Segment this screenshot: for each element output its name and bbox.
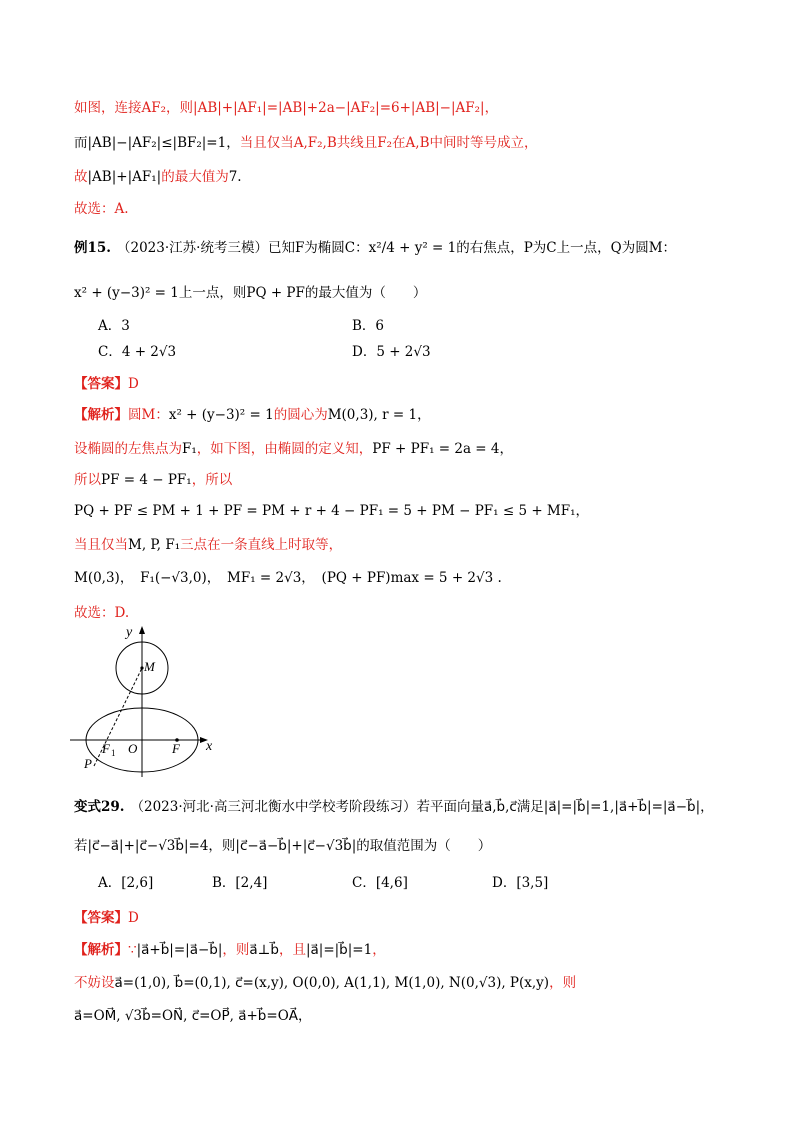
example-15-stem-line-2: x² + (y−3)² = 1上一点，则PQ + PF的最大值为（ ） <box>74 285 427 301</box>
answer-value: D <box>128 910 139 926</box>
variant-analysis-line-2 <box>74 973 576 993</box>
answer-label: 【答案】 <box>74 376 128 392</box>
label-f1-subscript: 1 <box>111 748 116 758</box>
analysis-line-1 <box>74 405 431 425</box>
option-b: B．6 <box>352 318 385 334</box>
analysis-inequality-chain: PQ + PF ≤ PM + 1 + PF = PM + r + 4 − PF₁ = 5 + PM − PF₁ ≤ 5 + MF₁， <box>74 503 590 519</box>
vector-condition: |a⃗+b⃗|=|a⃗−b⃗| <box>136 942 223 958</box>
option-c: C．[4,6] <box>352 875 408 891</box>
analysis-text: 设椭圆的左焦点为 <box>74 441 182 457</box>
analysis-text: ∵ <box>128 942 137 958</box>
label-f: F <box>172 741 180 756</box>
inequality-text: 而|AB|−|AF₂|≤|BF₂|=1， <box>74 135 240 151</box>
example-stem-text: （2023·江苏·统考三模）已知F为椭圆C：x²/4 + y² = 1的右焦点，P为C上一点，Q为圆M： <box>117 240 677 256</box>
answer-choice: 故选：D. <box>74 605 130 621</box>
answer-value: D <box>128 376 139 392</box>
answer-line <box>74 374 139 394</box>
option-a: A．[2,6] <box>98 875 154 891</box>
variant-stem-text: （2023·河北·高三河北衡水中学校考阶段练习）若平面向量a⃗,b⃗,c⃗满足|a⃗|=|b⃗|=1,|a⃗+b⃗|=|a⃗−b⃗|， <box>130 799 714 815</box>
coordinate-setup: a⃗=(1,0), b⃗=(0,1), c⃗=(x,y), O(0,0), A(1,1), M(1,0), N(0,√3), P(x,y) <box>114 975 550 991</box>
analysis-text: ，所以 <box>191 472 233 488</box>
y-axis-arrow <box>139 626 145 634</box>
pf-expression: PF = 4 − PF₁ <box>101 472 192 488</box>
option-c: C．4 + 2√3 <box>98 344 177 360</box>
option-d: D．[3,5] <box>492 875 549 891</box>
analysis-text: ，如下图，由椭圆的定义知， <box>196 441 373 457</box>
equality-condition-text: 当且仅当A,F₂,B共线且F₂在A,B中间时等号成立， <box>239 135 538 151</box>
example-label: 例15. <box>74 240 111 256</box>
conclusion-prefix: 故 <box>74 169 88 185</box>
variant-29-stem-line-2: 若|c⃗−a⃗|+|c⃗−√3b⃗|=4，则|c⃗−a⃗−b⃗|+|c⃗−√3b⃗|的取值范围为（ ） <box>74 838 492 854</box>
x-axis-label: x <box>206 739 213 754</box>
option-b: B．[2,4] <box>212 875 268 891</box>
analysis-text: 所以 <box>74 472 101 488</box>
analysis-text: 三点在一条直线上时取等， <box>180 537 343 553</box>
y-axis-label: y <box>126 625 133 640</box>
analysis-text: 的圆心为 <box>273 407 328 423</box>
label-p: P <box>84 756 92 771</box>
example-15-stem-line-1 <box>74 238 676 258</box>
ellipse-definition: PF + PF₁ = 2a = 4， <box>372 441 514 457</box>
circle-center: M(0,3), r = 1， <box>327 407 431 423</box>
analysis-text: ，则 <box>549 975 577 991</box>
collinear-points: M, P, F₁ <box>128 537 181 553</box>
prev-solution-line-2 <box>74 133 538 153</box>
analysis-line-5 <box>74 535 342 555</box>
label-f1: F <box>102 741 110 756</box>
option-d: D．5 + 2√3 <box>352 344 431 360</box>
label-m: M <box>144 659 155 674</box>
variant-29-stem-line-1 <box>74 797 714 817</box>
analysis-line-3 <box>74 470 232 490</box>
answer-line <box>74 908 139 928</box>
circle-equation: x² + (y−3)² = 1 <box>168 407 274 423</box>
analysis-text: 圆M： <box>128 407 169 423</box>
ellipse-circle-figure <box>70 622 230 782</box>
variant-analysis-line-3: a⃗=OM⃗, √3b⃗=ON⃗, c⃗=OP⃗, a⃗+b⃗=OA⃗， <box>74 1008 312 1024</box>
focus-symbol: F₁ <box>182 441 197 457</box>
variant-label: 变式29. <box>74 799 125 815</box>
analysis-text: ，则 <box>222 942 250 958</box>
analysis-text: 当且仅当 <box>74 537 128 553</box>
prev-solution-line-3 <box>74 167 242 187</box>
analysis-line-2 <box>74 439 513 459</box>
perpendicular-relation: a⃗⊥b⃗ <box>249 942 279 958</box>
prev-solution-line-1: 如图，连接AF₂，则|AB|+|AF₁|=|AB|+2a−|AF₂|=6+|AB|−|AF₂|， <box>74 100 499 116</box>
analysis-text: ，且 <box>278 942 306 958</box>
prev-answer-choice: 故选：A. <box>74 201 129 217</box>
unit-vectors: |a⃗|=|b⃗|=1 <box>305 942 373 958</box>
conclusion-value: 7. <box>228 169 242 185</box>
conclusion-middle: 的最大值为 <box>161 169 229 185</box>
analysis-text: 不妨设 <box>74 975 115 991</box>
answer-label: 【答案】 <box>74 910 128 926</box>
analysis-text: ， <box>372 942 386 958</box>
analysis-label: 【解析】 <box>74 942 128 958</box>
option-a: A．3 <box>98 318 130 334</box>
analysis-label: 【解析】 <box>74 407 128 423</box>
variant-analysis-line-1 <box>74 940 386 960</box>
label-o: O <box>128 741 138 756</box>
analysis-result: M(0,3)， F₁(−√3,0)， MF₁ = 2√3， (PQ + PF)max = 5 + 2√3 . <box>74 570 502 586</box>
conclusion-expression: |AB|+|AF₁| <box>87 169 162 185</box>
